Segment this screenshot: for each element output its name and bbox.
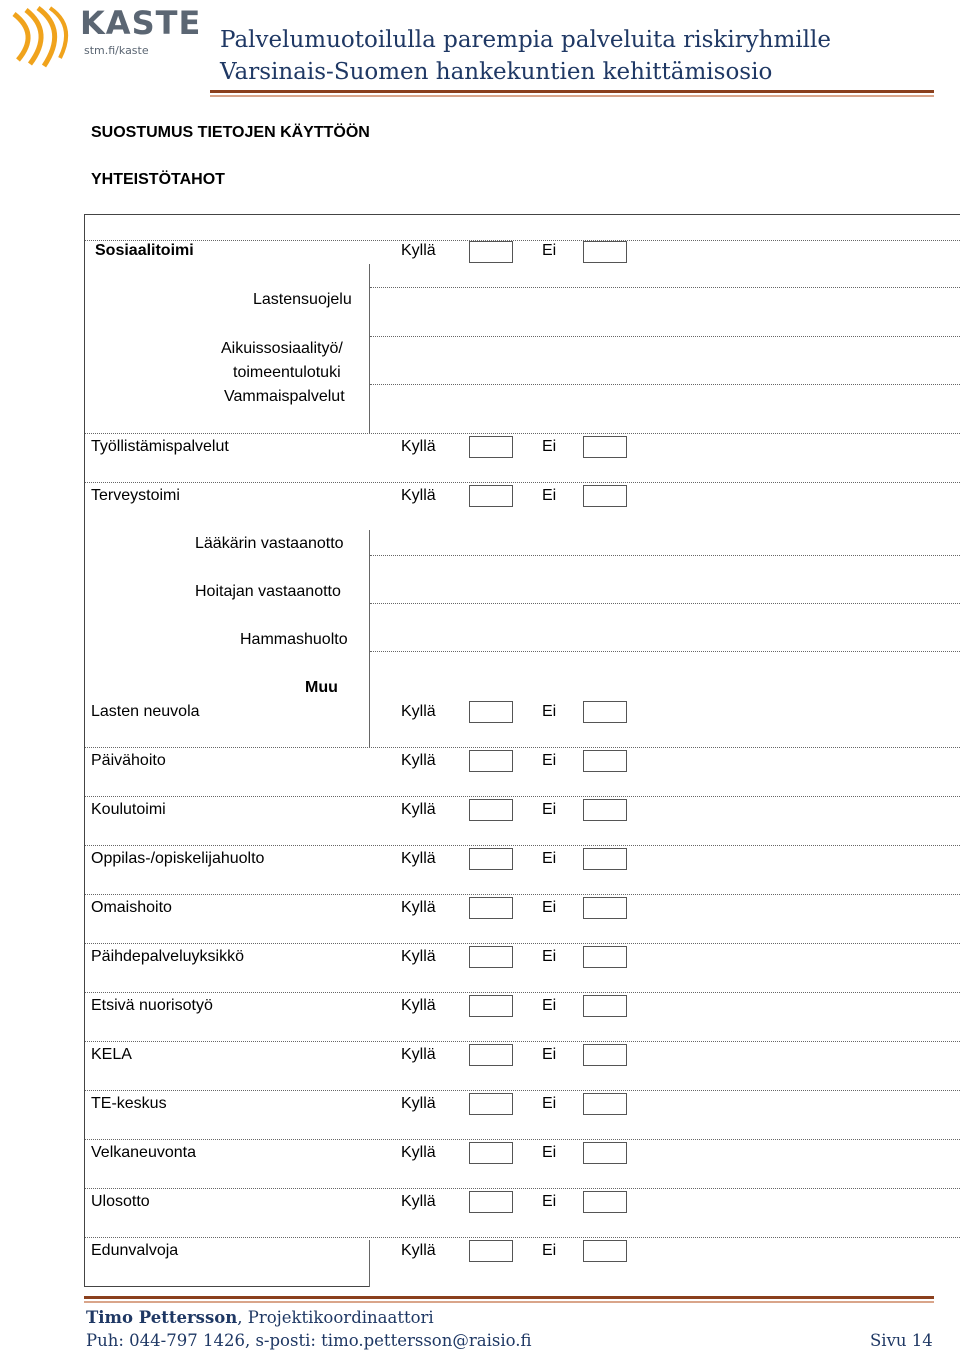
no-label: Ei (542, 1095, 557, 1112)
sub-laakarin-vastaanotto: Lääkärin vastaanotto (195, 535, 344, 552)
no-label: Ei (542, 1242, 557, 1259)
no-label: Ei (542, 487, 557, 504)
kaste-logo (10, 4, 200, 72)
row-label: Lasten neuvola (91, 703, 200, 720)
checkbox-yes[interactable] (469, 1240, 513, 1262)
yes-label: Kyllä (401, 948, 436, 965)
header-rule-light (210, 95, 934, 97)
yes-label: Kyllä (401, 1095, 436, 1112)
checkbox-yes[interactable] (469, 750, 513, 772)
header-line-1: Palvelumuotoilulla parempia palveluita riskiryhmille (220, 27, 831, 53)
no-label: Ei (542, 997, 557, 1014)
yes-label: Kyllä (401, 752, 436, 769)
checkbox-yes[interactable] (469, 946, 513, 968)
no-label: Ei (542, 1193, 557, 1210)
checkbox-no[interactable] (583, 1191, 627, 1213)
form-title: SUOSTUMUS TIETOJEN KÄYTTÖÖN (91, 124, 370, 141)
checkbox-no[interactable] (583, 1142, 627, 1164)
sub-vammaispalvelut: Vammaispalvelut (224, 388, 345, 405)
yes-label: Kyllä (401, 850, 436, 867)
row-label: Oppilas-/opiskelijahuolto (91, 850, 265, 867)
checkbox-yes[interactable] (469, 848, 513, 870)
no-label: Ei (542, 752, 557, 769)
checkbox-no[interactable] (583, 1240, 627, 1262)
row-label: Päihdepalveluyksikkö (91, 948, 244, 965)
checkbox-yes[interactable] (469, 1044, 513, 1066)
row-label: Velkaneuvonta (91, 1144, 196, 1161)
checkbox-terveystoimi-yes[interactable] (469, 485, 513, 507)
row-label: Päivähoito (91, 752, 166, 769)
checkbox-no[interactable] (583, 897, 627, 919)
row-label: KELA (91, 1046, 132, 1063)
no-label: Ei (542, 948, 557, 965)
logo-name: KASTE (80, 4, 202, 42)
checkbox-no[interactable] (583, 848, 627, 870)
footer-page-number: Sivu 14 (870, 1331, 933, 1350)
checkbox-terveystoimi-no[interactable] (583, 485, 627, 507)
footer-contact: Puh: 044-797 1426, s-posti: timo.pettersson@raisio.fi (86, 1331, 532, 1350)
footer-rule (84, 1296, 934, 1299)
sub-hammashuolto: Hammashuolto (240, 631, 348, 648)
no-label: Ei (542, 1144, 557, 1161)
no-label: Ei (542, 242, 557, 259)
kaste-swoosh-icon (10, 4, 74, 68)
checkbox-no[interactable] (583, 750, 627, 772)
checkbox-yes[interactable] (469, 1191, 513, 1213)
yes-label: Kyllä (401, 487, 436, 504)
row-label: Koulutoimi (91, 801, 166, 818)
no-label: Ei (542, 850, 557, 867)
checkbox-yes[interactable] (469, 701, 513, 723)
row-label: Edunvalvoja (91, 1242, 179, 1259)
column-divider (369, 264, 370, 434)
checkbox-sosiaalitoimi-yes[interactable] (469, 241, 513, 263)
checkbox-no[interactable] (583, 1044, 627, 1066)
yes-label: Kyllä (401, 438, 436, 455)
checkbox-sosiaalitoimi-no[interactable] (583, 241, 627, 263)
sub-muu: Muu (305, 679, 338, 696)
label-sosiaalitoimi: Sosiaalitoimi (95, 242, 194, 259)
yes-label: Kyllä (401, 1046, 436, 1063)
yes-label: Kyllä (401, 1242, 436, 1259)
row-label: TE-keskus (91, 1095, 167, 1112)
footer-name: Timo Pettersson (86, 1308, 238, 1327)
sub-toimeentulotuki: toimeentulotuki (233, 364, 341, 381)
yes-label: Kyllä (401, 1193, 436, 1210)
label-tyollistamispalvelut: Työllistämispalvelut (91, 438, 229, 455)
yes-label: Kyllä (401, 997, 436, 1014)
yes-label: Kyllä (401, 1144, 436, 1161)
checkbox-no[interactable] (583, 946, 627, 968)
yes-label: Kyllä (401, 899, 436, 916)
header-rule (210, 90, 934, 93)
checkbox-yes[interactable] (469, 799, 513, 821)
checkbox-no[interactable] (583, 799, 627, 821)
sub-aikuissosiaalityo: Aikuissosiaalityö/ (221, 340, 343, 357)
no-label: Ei (542, 703, 557, 720)
row-label: Etsivä nuorisotyö (91, 997, 213, 1014)
form-subtitle: YHTEISTÖTAHOT (91, 171, 225, 188)
label-terveystoimi: Terveystoimi (91, 487, 180, 504)
footer-author (86, 1308, 434, 1327)
sub-hoitajan-vastaanotto: Hoitajan vastaanotto (195, 583, 341, 600)
yes-label: Kyllä (401, 242, 436, 259)
checkbox-no[interactable] (583, 995, 627, 1017)
no-label: Ei (542, 438, 557, 455)
checkbox-yes[interactable] (469, 1142, 513, 1164)
form-table (84, 214, 960, 1287)
yes-label: Kyllä (401, 703, 436, 720)
header-line-2: Varsinais-Suomen hankekuntien kehittämisosio (220, 59, 773, 85)
checkbox-yes[interactable] (469, 995, 513, 1017)
checkbox-tyollistamispalvelut-yes[interactable] (469, 436, 513, 458)
row-label: Ulosotto (91, 1193, 150, 1210)
no-label: Ei (542, 899, 557, 916)
checkbox-tyollistamispalvelut-no[interactable] (583, 436, 627, 458)
footer-role: , Projektikoordinaattori (237, 1308, 434, 1327)
checkbox-yes[interactable] (469, 1093, 513, 1115)
checkbox-no[interactable] (583, 1093, 627, 1115)
sub-lastensuojelu: Lastensuojelu (253, 291, 352, 308)
logo-url: stm.fi/kaste (84, 44, 149, 57)
footer-rule-light (84, 1301, 934, 1303)
row-label: Omaishoito (91, 899, 172, 916)
no-label: Ei (542, 1046, 557, 1063)
yes-label: Kyllä (401, 801, 436, 818)
checkbox-no[interactable] (583, 701, 627, 723)
checkbox-yes[interactable] (469, 897, 513, 919)
no-label: Ei (542, 801, 557, 818)
